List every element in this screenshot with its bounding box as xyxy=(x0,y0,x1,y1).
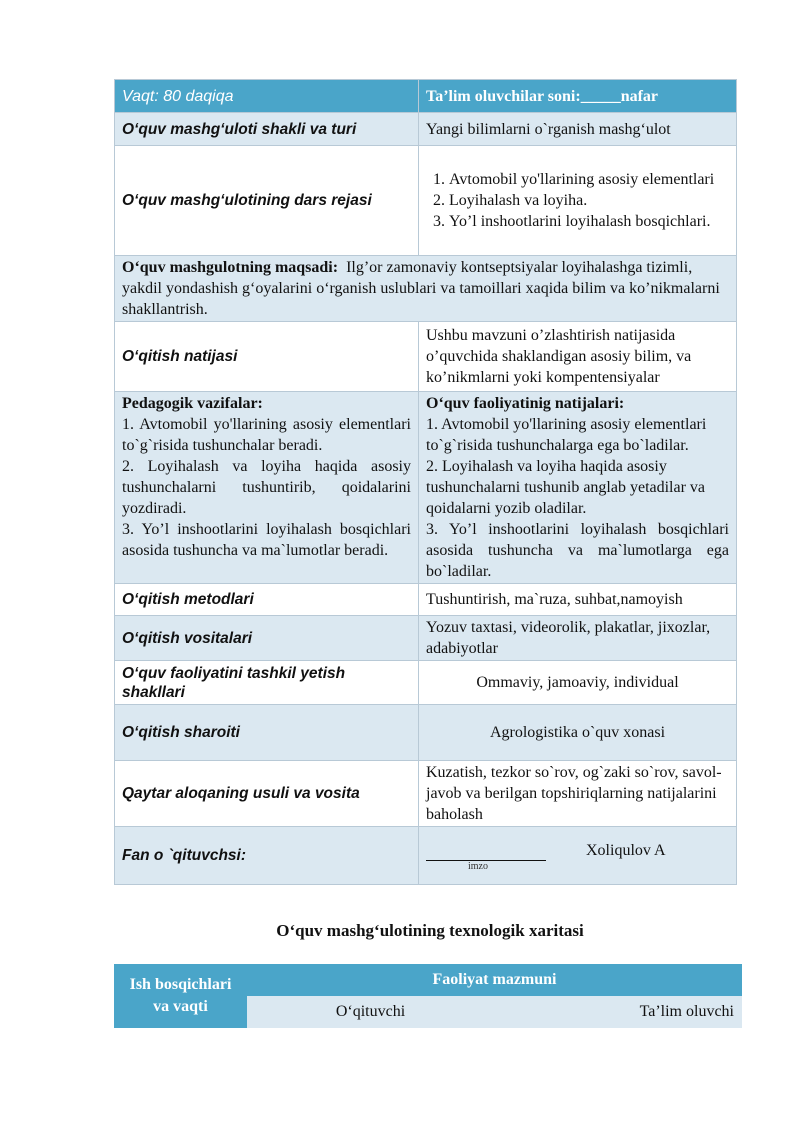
feedback-row xyxy=(115,761,737,827)
content-header: Faoliyat mazmuni xyxy=(247,964,742,996)
lesson-info-table xyxy=(114,79,737,885)
plan-label: O‘quv mashg‘ulotining dars rejasi xyxy=(115,146,419,256)
form-value: Yangi bilimlarni o`rganish mashg‘ulot xyxy=(419,113,737,146)
plan-row xyxy=(115,146,737,256)
conditions-row xyxy=(115,705,737,761)
learning-result: 2. Loyihalash va loyiha haqida asosiy tushunchalarni tushunib anglab yetadilar va qoidalarni yozib oladilar. xyxy=(426,458,706,517)
goal-cell xyxy=(115,256,737,322)
lesson-plan xyxy=(114,79,736,885)
tech-map-title: O‘quv mashg‘ulotining texnologik xaritasi xyxy=(276,921,584,940)
tech-map-table xyxy=(114,964,742,1028)
teacher-signature-cell xyxy=(419,827,737,885)
tech-map-header-row xyxy=(114,964,742,996)
forms-value: Ommaviy, jamoaviy, individual xyxy=(419,661,737,705)
conditions-label: O‘qitish sharoiti xyxy=(115,705,419,761)
result-value: Ushbu mavzuni o’zlashtirish natijasida o’quvchida shaklandigan asosiy bilim, va ko’nikmlarni yoki kompentensiyalar xyxy=(419,322,737,392)
teacher-name: Xoliqulov A xyxy=(586,841,666,859)
student-column-header: Ta’lim oluvchi xyxy=(639,1003,734,1020)
learning-result: 3. Yo’l inshootlarini loyihalash bosqichlari asosida tushuncha va ma`lumotlarga ega bo`ladilar. xyxy=(426,521,729,580)
signature-line xyxy=(426,846,546,861)
feedback-value: Kuzatish, tezkor so`rov, og`zaki so`rov, savol-javob va berilgan topshiriqlarning natijalarini baholash xyxy=(419,761,737,827)
goal-text: Ilg’or zamonaviy kontseptsiyalar loyihalashga tizimli, yakdil yondashish g‘oyalarini o‘rganish uslublari va tamoillari xaqida bilim va ko’nikmalarni shakllantrish. xyxy=(122,259,720,318)
forms-label: O‘quv faoliyatini tashkil yetish shakllari xyxy=(115,661,419,705)
learning-results-title: O‘quv faoliyatinig natijalari: xyxy=(426,395,625,412)
methods-label: O‘qitish metodlari xyxy=(115,584,419,616)
stage-header: Ish bosqichlari va vaqti xyxy=(114,964,247,1028)
form-label: O‘quv mashg‘uloti shakli va turi xyxy=(115,113,419,146)
plan-item: 3. Yo’l inshootlarini loyihalash bosqichlari. xyxy=(449,211,729,232)
result-row xyxy=(115,322,737,392)
tools-row xyxy=(115,616,737,661)
pedagogical-task: 1. Avtomobil yo'llarining asosiy elementlari to`g`risida tushunchalar beradi. xyxy=(122,416,411,454)
conditions-value: Agrologistika o`quv xonasi xyxy=(419,705,737,761)
goal-label: O‘quv mashgulotning maqsadi: xyxy=(122,259,339,276)
header-row xyxy=(115,80,737,113)
pedagogical-tasks-title: Pedagogik vazifalar: xyxy=(122,395,263,412)
teacher-column-header: O‘qituvchi xyxy=(335,1003,406,1020)
time-cell: Vaqt: 80 daqiqa xyxy=(115,80,419,113)
plan-item: 2. Loyihalash va loyiha. xyxy=(449,190,729,211)
tasks-row xyxy=(115,392,737,584)
goal-row xyxy=(115,256,737,322)
pedagogical-task: 3. Yo’l inshootlarini loyihalash bosqichlari asosida tushuncha va ma`lumotlar beradi. xyxy=(122,521,411,559)
methods-row xyxy=(115,584,737,616)
pedagogical-tasks xyxy=(115,392,419,584)
methods-value: Tushuntirish, ma`ruza, suhbat,namoyish xyxy=(419,584,737,616)
plan-item: 1. Avtomobil yo'llarining asosiy elementlari xyxy=(449,169,729,190)
tools-value: Yozuv taxtasi, videorolik, plakatlar, jixozlar, adabiyotlar xyxy=(419,616,737,661)
tools-label: O‘qitish vositalari xyxy=(115,616,419,661)
signature-caption: imzo xyxy=(468,860,488,872)
plan-value xyxy=(419,146,737,256)
plan-list xyxy=(426,169,729,232)
pedagogical-task: 2. Loyihalash va loyiha haqida asosiy tushunchalarni tushuntirib, qoidalarini yozdiradi. xyxy=(122,458,411,517)
students-count-cell: Ta’lim oluvchilar soni:_____nafar xyxy=(419,80,737,113)
feedback-label: Qaytar aloqaning usuli va vosita xyxy=(115,761,419,827)
learning-result: 1. Avtomobil yo'llarining asosiy elementlari to`g`risida tushunchalarga ega bo`ladilar. xyxy=(426,416,707,454)
teacher-label: Fan o `qituvchsi: xyxy=(115,827,419,885)
teacher-row xyxy=(115,827,737,885)
forms-row xyxy=(115,661,737,705)
learning-results xyxy=(419,392,737,584)
result-label: O‘qitish natijasi xyxy=(115,322,419,392)
form-row xyxy=(115,113,737,146)
